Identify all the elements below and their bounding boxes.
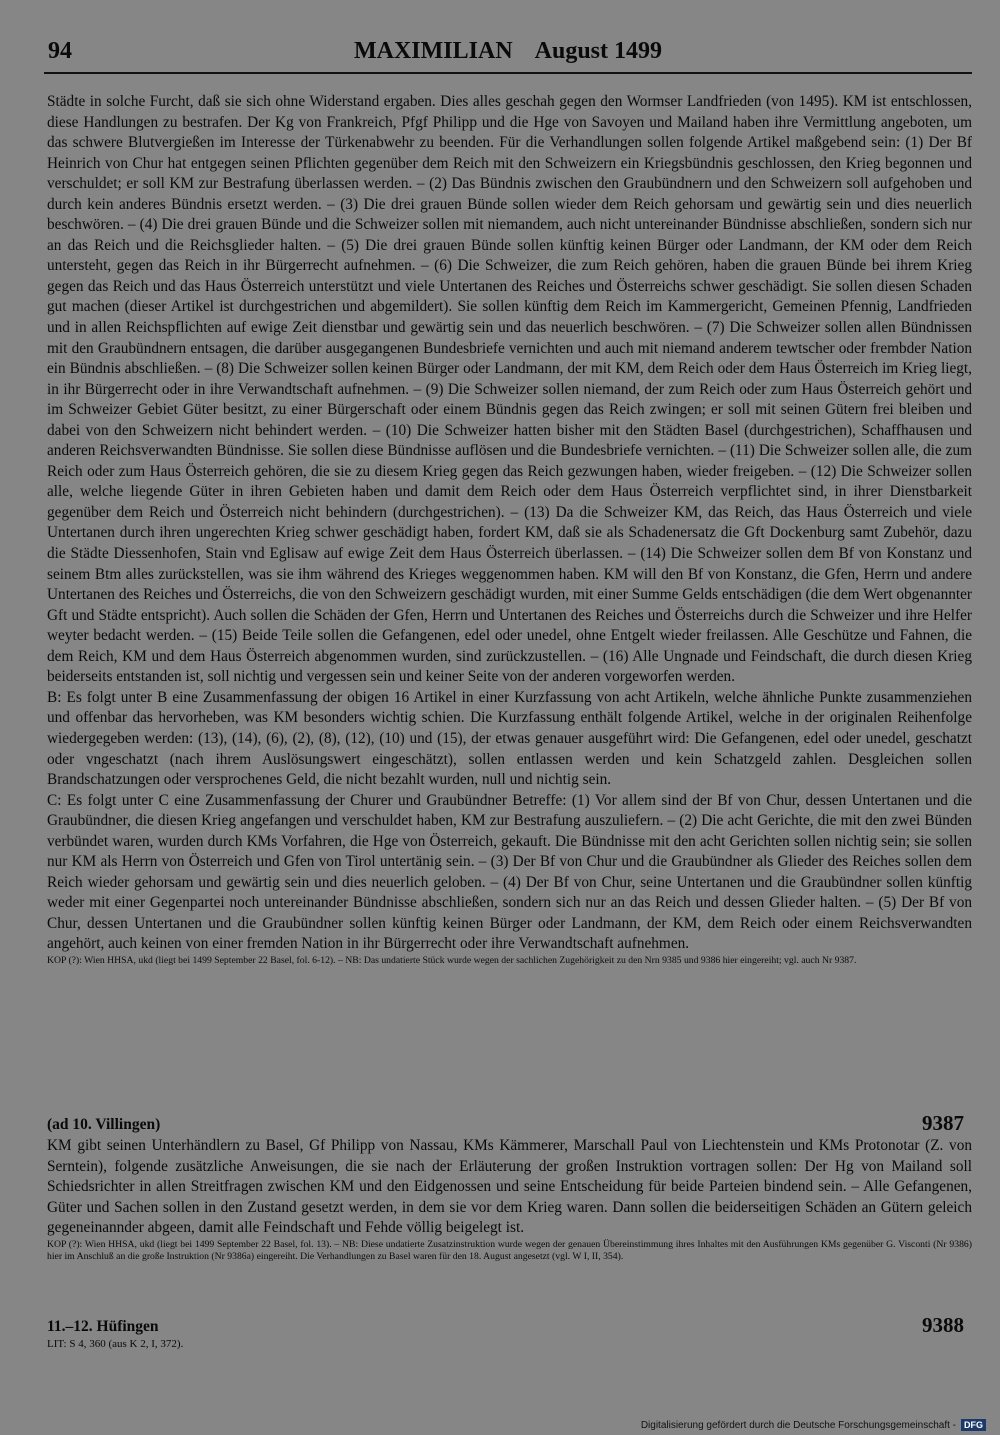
archival-note: KOP (?): Wien HHSA, ukd (liegt bei 1499 September 22 Basel, fol. 6-12). – NB: Das undatierte Stück wurde wegen der sachlichen Zugehörigkeit zu den Nrn 9385 und 9386 hier eingereiht; vgl. auch Nr 9387. bbox=[47, 954, 857, 966]
entry-place: (ad 10. Villingen) bbox=[47, 1116, 161, 1133]
running-title bbox=[44, 38, 972, 65]
entry-9388-heading bbox=[47, 1314, 964, 1338]
entry-text: KM gibt seinen Unterhändlern zu Basel, Gf Philipp von Nassau, KMs Kämmerer, Marschall Paul von Liechtenstein und KMs Protonotar (Z. von Serntein), folgende zusätzliche Anweisungen, die sie nach der Erläuterung der großen Instruktion vortragen sollen: Der Hg von Mailand soll Schiedsrichter in allen Streitfragen zwischen KM und den Eidgenossen und seine Entscheidung für beide Parteien bindend sein. – Alle Gefangenen, Güter und Sachen sollen in den Zustand gesetzt werden, in dem sie vor dem Krieg waren. Dann sollen die beiderseitigen Schäden an Gütern geleich gegeneinannder abgeen, damit alle Feindschaft und Fehde völlig beigelegt ist. bbox=[47, 1137, 972, 1237]
entry-place: 11.–12. Hüfingen bbox=[47, 1318, 159, 1335]
entry-9387-body bbox=[47, 1136, 972, 1263]
paragraph-articles: Städte in solche Furcht, daß sie sich ohne Widerstand ergaben. Dies alles geschah gegen den Wormser Landfrieden (von 1495). KM ist entschlossen, diese Handlungen zu bestrafen. Der Kg von Frankreich, Pfgf Philipp und die Hge von Savoyen und Mailand haben ihre Vermittlung angeboten, um das schwere Blutvergießen im Interesse der Türkenabwehr zu beenden. Für die Verhandlungen sollen folgende Artikel maßgebend sein: (1) Der Bf Heinrich von Chur hat entgegen seinen Pflichten gegenüber dem Reich mit den Schweizern ein Kriegsbündnis geschlossen, den Krieg begonnen und verschuldet; er soll KM zur Bestrafung überlassen werden. – (2) Das Bündnis zwischen den Graubündnern und den Schweizern soll aufgehoben und durch kein anderes Bündnis ersetzt werden. – (3) Die drei grauen Bünde sollen wieder dem Reich gehorsam und gewärtig sein und dies neuerlich beschwören. – (4) Die drei grauen Bünde und die Schweizer sollen mit niemandem, auch nicht untereinander Bündnisse abschließen, sondern sich nur an das Reich und die Reichsglieder halten. – (5) Die drei grauen Bünde sollen künftig keinen Bürger oder Landmann, der KM oder dem Reich untersteht, gegen das Reich in ihr Bürgerrecht aufnehmen. – (6) Die Schweizer, die zum Reich gehören, haben die grauen Bünde bei ihrem Krieg gegen das Reich und das Haus Österreich unterstützt und viele Untertanen des Reiches und Österreichs schwer geschädigt. Sie sollen diesen Schaden gut machen (dieser Artikel ist durchgestrichen und abgemildert). Sie sollen künftig dem Reich im Kammergericht, Gemeinen Pfennig, Landfrieden und in allen Reichspflichten auf ewige Zeit dienstbar und gewärtig sein und das neuerlich beschwören. – (7) Die Schweizer sollen allen Bündnissen mit den Graubündnern entsagen, die darüber ausgegangenen Bundesbriefe vernichten und auch mit niemand anderem tewtscher oder frembder Nation ein Bündnis abschließen. – (8) Die Schweizer sollen keinen Bürger oder Landmann, der mit KM, dem Reich oder dem Haus Österreich im Krieg liegt, in ihr Bürgerrecht oder in ihre Verwandtschaft aufnehmen. – (9) Die Schweizer sollen niemand, der zum Reich oder zum Haus Österreich gehört und im Schweizer Gebiet Güter besitzt, zu einer Bürgerschaft oder einem Bündnis gegen das Reich zwingen; er soll mit seinen Gütern frei bleiben und dabei von den Schweizern nicht behindert werden. – (10) Die Schweizer hatten bisher mit den Städten Basel (durchgestrichen), Schaffhausen und anderen Reichsverwandten Bündnisse. Sie sollen diese Bündnisse auflösen und die Bundesbriefe vernichten. – (11) Die Schweizer sollen alle, die zum Reich oder zum Haus Österreich gehören, die sie zu diesem Krieg gegen das Reich gezwungen haben, wieder freigeben. – (12) Die Schweizer sollen alle, welche liegende Güter in ihren Gebieten haben und damit dem Reich oder dem Haus Österreich verpflichtet sind, in ihrer Dienstbarkeit gegenüber dem Reich und Österreich nicht behindern (durchgestrichen). – (13) Da die Schweizer KM, das Reich, das Haus Österreich und viele Untertanen durch ihren ungerechten Krieg schwer geschädigt haben, fordert KM, daß sie als Schadenersatz die Gft Dockenburg samt Zubehör, dazu die Städte Diessenhofen, Stain vnd Eglisaw auf ewige Zeit dem Haus Österreich überlassen. – (14) Die Schweizer sollen dem Bf von Konstanz und seinem Btm alles zurückstellen, was sie ihm während des Krieges weggenommen haben. KM will den Bf von Konstanz, die Gfen, Herrn und andere Untertanen des Reiches und Österreichs, die von den Schweizern geschädigt wurden, mit einer Summe Gelds entschädigen (die dem Wert obgenannter Gft und Städte entspricht). Auch sollen die Schäden der Gfen, Herrn und Untertanen des Reiches und Österreichs durch die Schweizer und ihre Helfer weyter bedacht werden. – (15) Beide Teile sollen die Gefangenen, edel oder unedel, ohne Entgelt wieder freilassen. Alle Geschütze und Fahnen, die dem Reich, KM und dem Haus Österreich abgenommen wurden, sind zurückzustellen. – (16) Alle Ungnade und Feindschaft, die durch diesen Krieg beiderseits entstanden ist, soll nichtig und vergessen sein und keiner Seite von der anderen vorgeworfen werden. bbox=[47, 93, 972, 686]
archival-note: KOP (?): Wien HHSA, ukd (liegt bei 1499 September 22 Basel, fol. 13). – NB: Diese undatierte Zusatzinstruktion wurde wegen der genauen Übereinstimmung ihres Inhaltes mit den Ausführungen KMs gegenüber G. Visconti (Nr 9386) hier im Anschluß an die große Instruktion (Nr 9386a) eingereiht. Die Verhandlungen zu Basel waren für den 18. August angesetzt (vgl. W I, II, 354). bbox=[47, 1238, 972, 1263]
dfg-logo: DFG bbox=[961, 1419, 986, 1431]
footer-text: Digitalisierung gefördert durch die Deutsche Forschungsgemeinschaft - bbox=[640, 1419, 956, 1431]
header-date: August 1499 bbox=[534, 38, 663, 64]
paragraph-summary-b: B: Es folgt unter B eine Zusammenfassung der obigen 16 Artikel in einer Kurzfassung von acht Artikeln, welche ähnliche Punkte zusammenziehen und offenbar das hervorheben, was KM besonders wichtig schien. Die Kurzfassung enthält folgende Artikel, welche in der originalen Reihenfolge wiedergegeben werden: (13), (14), (6), (2), (8), (12), (10) und (15), der etwas genauer ausgeführt wird: Die Gefangenen, edel oder unedel, geschatzt oder vngeschatzt (nach ihrem Auslösungswert eingeschätzt), sollen entlassen werden und kein Schatzgeld zahlen. Desgleichen sollen Brandschatzungen oder versprochenes Geld, die nicht bezahlt wurden, null und nichtig sein. bbox=[47, 688, 972, 789]
digitization-footer bbox=[641, 1419, 986, 1431]
header-title: MAXIMILIAN bbox=[353, 38, 513, 64]
entry-number: 9387 bbox=[922, 1111, 964, 1135]
entry-number: 9388 bbox=[922, 1313, 964, 1337]
running-header bbox=[44, 38, 972, 74]
paragraph-summary-c: C: Es folgt unter C eine Zusammenfassung der Churer und Graubündner Betreffe: (1) Vor allem sind der Bf von Chur, dessen Untertanen und die Graubündner, die diesen Krieg angefangen und verschuldet haben, KM zur Bestrafung auszuliefern. – (2) Die acht Gerichte, die mit den zwei Bünden verbündet waren, wurden durch KMs Vorfahren, die Hge von Österreich, gekauft. Die Bündnisse mit den acht Gerichten sollen nichtig sein; sie sollen nur KM als Herrn von Österreich und Gfen von Tirol untertänig sein. – (3) Der Bf von Chur und die Graubündner als Glieder des Reiches sollen dem Reich wieder gehorsam und gewärtig sein und dies neuerlich geloben. – (4) Der Bf von Chur, seine Untertanen und die Graubündner sollen künftig weder mit einer Gegenpartei noch untereinander Bündnisse abschließen, sondern sich nur an das Reich und dessen Glieder halten. – (5) Der Bf von Chur, dessen Untertanen und die Graubündner sollen künftig keinen Bürger oder Landmann, der KM, dem Reich oder einem Reichsverwandten angehört, auch keinen von einer fremden Nation in ihr Bürgerrecht oder ihre Verwandtschaft aufnehmen. bbox=[47, 791, 972, 953]
entry-9387-heading bbox=[47, 1112, 964, 1136]
page-number: 94 bbox=[48, 38, 72, 64]
entry-9388-body bbox=[47, 1338, 972, 1350]
literature-reference: LIT: S 4, 360 (aus K 2, I, 372). bbox=[47, 1338, 184, 1350]
entry-9386-continuation bbox=[47, 92, 972, 967]
